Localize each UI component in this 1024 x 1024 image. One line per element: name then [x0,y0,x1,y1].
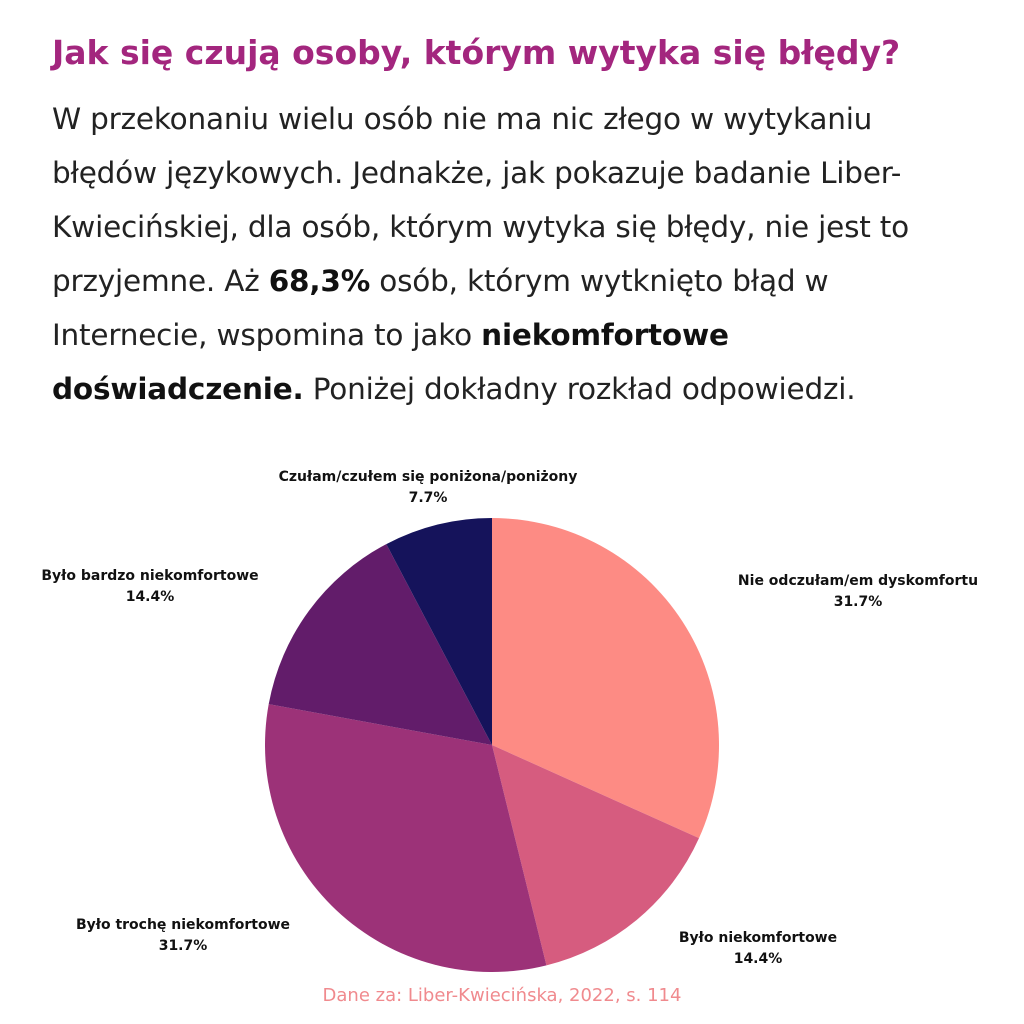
intro-paragraph [52,92,982,416]
slice-value-1: 31.7% [833,594,883,610]
source-note: Dane za: Liber-Kwiecińska, 2022, s. 114 [322,985,682,1006]
slice-label-5: Czułam/czułem się poniżona/poniżony [278,469,578,485]
slice-value-4: 14.4% [125,589,175,605]
slice-value-5: 7.7% [408,490,448,506]
intro-highlight-phrase: niekomfortowe doświadczenie. [52,318,729,406]
intro-text-3: Poniżej dokładny rozkład odpowiedzi. [303,372,856,406]
slice-value-2: 14.4% [733,951,783,967]
pie-slices [265,518,719,972]
intro-highlight-percent: 68,3% [268,264,371,298]
pie-chart [0,440,1024,1000]
slice-label-4: Było bardzo niekomfortowe [41,568,259,584]
slice-label-2: Było niekomfortowe [678,930,838,946]
page-title: Jak się czują osoby, którym wytyka się błędy? [52,33,901,72]
slice-value-3: 31.7% [158,938,208,954]
intro-text-2: osób, którym wytknięto błąd w Internecie, wspomina to jako [52,264,829,352]
intro-text-1: W przekonaniu wielu osób nie ma nic złego w wytykaniu błędów językowych. Jednakże, jak pokazuje badanie Liber-Kwiecińskiej, dla osób, którym wytyka się błędy, nie jest to przyjemne. Aż [52,102,910,298]
slice-label-3: Było trochę niekomfortowe [75,917,291,933]
slice-label-1: Nie odczułam/em dyskomfortu [737,573,979,589]
